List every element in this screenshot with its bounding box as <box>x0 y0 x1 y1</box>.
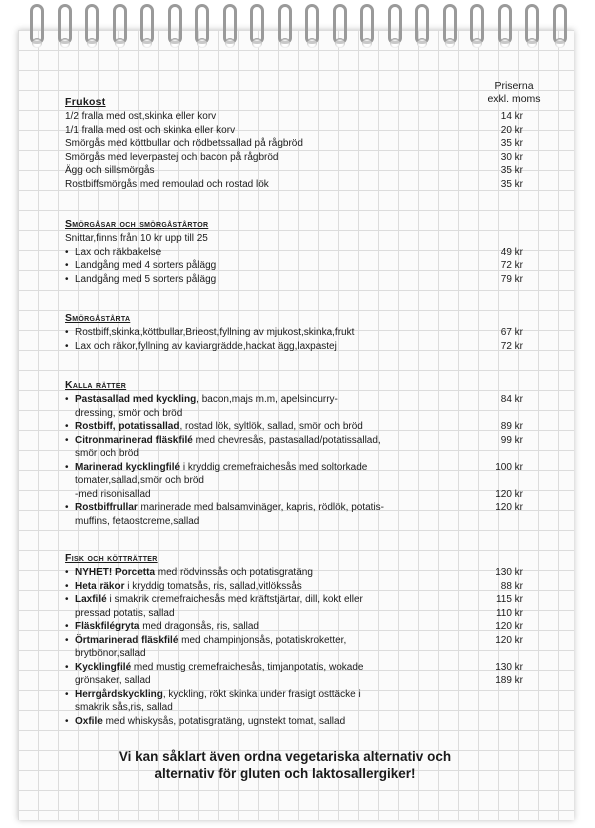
item-price: 189 kr <box>495 675 523 686</box>
item-description: med mustig cremefraichesås, timjanpotatis, wokade <box>131 661 364 673</box>
item-description: pressad potatis, sallad <box>75 607 175 619</box>
spiral-ring <box>305 4 319 44</box>
menu-item-text <box>65 647 470 661</box>
menu-item-text <box>65 407 470 421</box>
item-price: 79 kr <box>500 273 523 285</box>
menu-item-text <box>65 259 470 273</box>
item-price: 130 kr <box>495 661 523 673</box>
item-description: , kyckling, rökt skinka under frasigt osttäcke i <box>162 688 361 700</box>
menu-item <box>65 688 530 702</box>
menu-item-text <box>65 515 470 529</box>
item-price: 120 kr <box>495 634 523 646</box>
spiral-ring <box>30 4 44 44</box>
item-price: 84 kr <box>500 394 523 405</box>
item-price: 14 kr <box>500 111 523 122</box>
item-name: Laxfilé <box>75 594 107 605</box>
menu-item-text <box>65 501 470 515</box>
menu-item <box>65 246 530 260</box>
footer-line-1: Vi kan såklart även ordna vegetariska alternativ och <box>118 749 452 764</box>
menu-item <box>65 593 530 607</box>
item-description: , rostad lök, syltlök, sallad, smör och bröd <box>179 421 363 432</box>
item-price: 100 kr <box>495 461 523 473</box>
menu-item-text <box>65 566 470 580</box>
menu-item <box>65 434 530 448</box>
item-name: Fläskfilégryta <box>75 621 140 632</box>
item-description: Rostbiff,skinka,köttbullar,Brieost,fyllning av mjukost,skinka,frukt <box>75 327 355 338</box>
item-description: med chevresås, pastasallad/potatissallad, <box>192 434 381 446</box>
menu-item-text <box>65 580 470 594</box>
item-price: 49 kr <box>500 246 523 258</box>
item-description: 1/2 fralla med ost,skinka eller korv <box>65 111 217 122</box>
menu-item-text <box>65 393 470 407</box>
item-name: Rostbiff, potatissallad <box>75 421 180 432</box>
spiral-ring <box>58 4 72 44</box>
menu-item <box>65 647 530 661</box>
menu-item-text <box>65 474 470 488</box>
menu-item-text <box>65 178 460 192</box>
spiral-ring <box>470 4 484 44</box>
menu-item-text <box>65 488 470 502</box>
menu-item <box>65 340 530 354</box>
item-description: Ägg och sillsmörgås <box>65 165 155 176</box>
menu-item <box>65 124 530 138</box>
menu-item-text <box>65 607 470 621</box>
item-name: Herrgårdskyckling <box>75 688 163 700</box>
item-description: -med risonisallad <box>75 488 151 500</box>
menu-item-text <box>65 461 470 475</box>
menu-item <box>65 178 530 192</box>
item-price: 35 kr <box>500 178 523 190</box>
item-description: Landgång med 5 sorters pålägg <box>75 273 217 285</box>
spiral-ring <box>525 4 539 44</box>
menu-item <box>65 715 530 729</box>
spiral-ring <box>333 4 347 44</box>
spiral-ring <box>360 4 374 44</box>
item-description: i kryddig tomatsås, ris, sallad,vitlökssås <box>124 580 302 592</box>
item-price: 20 kr <box>500 124 523 136</box>
spiral-ring <box>553 4 567 44</box>
menu-item <box>65 701 530 715</box>
item-price: 110 kr <box>495 607 523 619</box>
menu-item-text <box>65 124 460 138</box>
item-description: Lax och räkor,fyllning av kaviargrädde,hackat ägg,laxpastej <box>75 340 337 352</box>
item-name: Rostbiffrullar <box>75 502 138 513</box>
menu-item-text <box>65 447 470 461</box>
item-price: 30 kr <box>500 151 523 163</box>
item-description: med dragonsås, ris, sallad <box>139 621 259 632</box>
item-description: Smörgås med köttbullar och rödbetssallad på rågbröd <box>65 138 303 149</box>
menu-item-text <box>65 674 470 688</box>
item-description: Lax och räkbakelse <box>75 246 162 258</box>
section-title-kalla: Kalla rätter <box>65 379 127 391</box>
menu-item-text <box>65 701 470 715</box>
item-price: 35 kr <box>500 138 523 149</box>
spiral-ring <box>140 4 154 44</box>
price-header-line-1: Priserna <box>494 80 534 92</box>
menu-item <box>65 407 530 421</box>
menu-item-text <box>65 593 470 607</box>
item-name: Kycklingfilé <box>75 661 132 673</box>
item-description: 1/1 fralla med ost och skinka eller korv <box>65 124 236 136</box>
menu-item <box>65 164 530 178</box>
menu-item-text <box>65 164 460 178</box>
item-price: 88 kr <box>500 580 523 592</box>
spiral-ring <box>168 4 182 44</box>
item-price: 72 kr <box>500 260 523 271</box>
price-header-line-2: exkl. moms <box>487 93 541 105</box>
section-smorgasar <box>65 218 530 286</box>
item-description: i smakrik cremefraichesås med kräftstjärtar, dill, kokt eller <box>106 594 363 605</box>
menu-item <box>65 674 530 688</box>
menu-item-text <box>65 620 470 634</box>
menu-item-text <box>65 634 470 648</box>
item-description: i kryddig cremefraichesås med soltorkade <box>180 461 368 473</box>
item-price: 120 kr <box>495 488 523 500</box>
item-name: Marinerad kycklingfilé <box>75 461 181 473</box>
item-description: Rostbiffsmörgås med remoulad och rostad lök <box>65 178 269 190</box>
spiral-binding <box>18 0 574 60</box>
item-name: Oxfile <box>75 715 103 727</box>
menu-content <box>65 78 530 728</box>
menu-item-text <box>65 273 470 287</box>
spiral-ring <box>195 4 209 44</box>
item-price: 120 kr <box>495 621 523 632</box>
menu-item <box>65 634 530 648</box>
item-name: NYHET! Porcetta <box>75 567 156 578</box>
section-title-fisk: Fisk och kötträtter <box>65 552 158 564</box>
section-kalla <box>65 379 530 528</box>
item-description: dressing, smör och bröd <box>75 407 183 419</box>
spiral-ring <box>223 4 237 44</box>
footer-line-2: alternativ för gluten och laktosallergiker! <box>154 766 416 781</box>
item-name: Örtmarinerad fläskfilé <box>75 634 179 646</box>
item-description: smakrik sås,ris, sallad <box>75 702 173 713</box>
menu-item-text <box>65 434 470 448</box>
spiral-ring <box>278 4 292 44</box>
item-price: 35 kr <box>500 165 523 176</box>
menu-item-text <box>65 420 470 434</box>
item-price: 115 kr <box>495 594 523 605</box>
menu-item-text <box>65 246 470 260</box>
item-description: med rödvinssås och potatisgratäng <box>155 567 313 578</box>
menu-item <box>65 110 530 124</box>
menu-item <box>65 607 530 621</box>
item-price: 67 kr <box>500 327 523 338</box>
section-smorgastarta <box>65 312 530 353</box>
menu-item <box>65 259 530 273</box>
spiral-ring <box>415 4 429 44</box>
item-description: med champinjonsås, potatiskroketter, <box>178 634 347 646</box>
item-price: 72 kr <box>500 340 523 352</box>
item-description: marinerade med balsamvinäger, kapris, rödlök, potatis- <box>137 502 385 513</box>
section-title-frukost: Frukost <box>65 96 106 108</box>
menu-item <box>65 447 530 461</box>
section-title-smorgastarta: Smörgåstårta <box>65 312 131 324</box>
menu-item <box>65 474 530 488</box>
snittar-note: Snittar,finns från 10 kr upp till 25 <box>65 233 208 244</box>
menu-item-text <box>65 688 470 702</box>
menu-item-text <box>65 151 460 165</box>
menu-item <box>65 326 530 340</box>
menu-item <box>65 620 530 634</box>
item-price: 120 kr <box>495 502 523 513</box>
menu-item-text <box>65 340 470 354</box>
item-description: smör och bröd <box>75 448 139 459</box>
item-price: 99 kr <box>500 434 523 446</box>
menu-item <box>65 393 530 407</box>
menu-item-text <box>65 137 460 151</box>
item-description: tomater,sallad,smör och bröd <box>75 475 204 486</box>
menu-item <box>65 137 530 151</box>
section-title-smorgasar: Smörgåsar och smörgåstårtor <box>65 218 209 230</box>
spiral-ring <box>85 4 99 44</box>
section-fisk <box>65 552 530 728</box>
menu-item-text <box>65 661 470 675</box>
item-description: Landgång med 4 sorters pålägg <box>75 260 217 271</box>
item-price: 130 kr <box>495 567 523 578</box>
item-description: Smörgås med leverpastej och bacon på rågbröd <box>65 151 279 163</box>
spiral-ring <box>250 4 264 44</box>
menu-item <box>65 151 530 165</box>
item-description: brytbönor,sallad <box>75 648 146 659</box>
item-name: Heta räkor <box>75 580 125 592</box>
item-description: grönsaker, sallad <box>75 675 151 686</box>
menu-item <box>65 273 530 287</box>
menu-item <box>65 488 530 502</box>
menu-item <box>65 461 530 475</box>
spiral-ring <box>113 4 127 44</box>
menu-item-text <box>65 110 460 124</box>
item-description: med whiskysås, potatisgratäng, ugnstekt tomat, sallad <box>102 715 346 727</box>
item-name: Pastasallad med kyckling <box>75 394 197 405</box>
spiral-ring <box>388 4 402 44</box>
menu-item <box>65 580 530 594</box>
item-description: , bacon,majs m.m, apelsincurry- <box>196 394 338 405</box>
footer-note <box>40 748 530 782</box>
menu-item-text <box>65 326 470 340</box>
item-name: Citronmarinerad fläskfilé <box>75 434 193 446</box>
menu-item-text <box>65 715 470 729</box>
menu-item <box>65 515 530 529</box>
menu-item <box>65 661 530 675</box>
menu-item <box>65 566 530 580</box>
menu-item <box>65 420 530 434</box>
menu-item <box>65 501 530 515</box>
item-description: muffins, fetaostcreme,sallad <box>75 515 200 527</box>
spiral-ring <box>443 4 457 44</box>
section-frukost <box>65 96 530 191</box>
item-price: 89 kr <box>500 421 523 432</box>
spiral-ring <box>498 4 512 44</box>
